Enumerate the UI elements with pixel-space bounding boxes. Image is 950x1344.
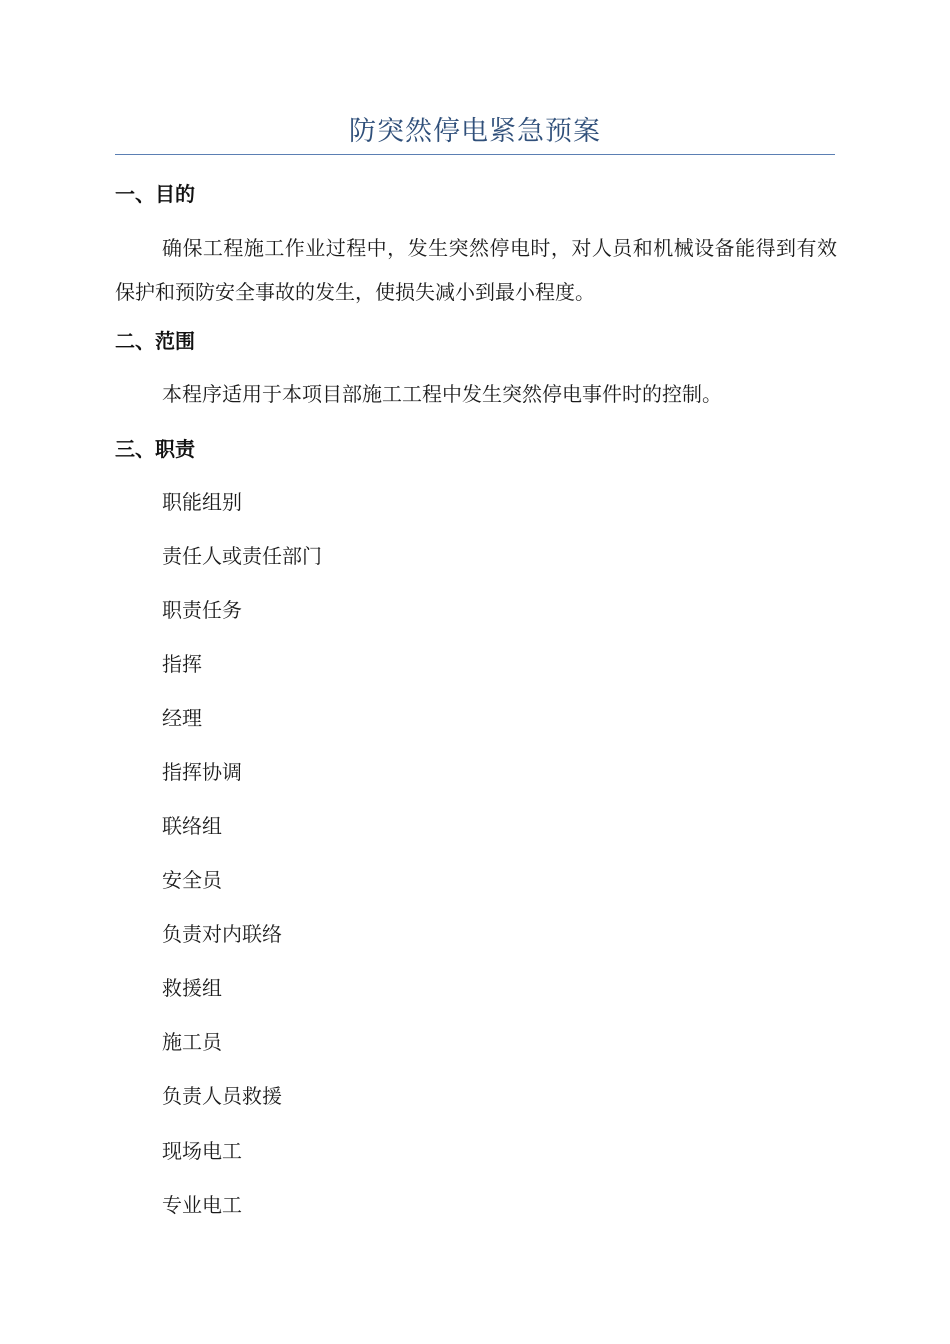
list-item: 负责对内联络 xyxy=(162,922,282,946)
section-heading-scope: 二、范围 xyxy=(115,329,195,353)
section-heading-responsibilities: 三、职责 xyxy=(115,437,195,461)
list-item: 指挥 xyxy=(162,652,202,676)
list-item: 救援组 xyxy=(162,976,222,1000)
section-body-purpose: 确保工程施工作业过程中，发生突然停电时，对人员和机械设备能得到有效保护和预防安全事故的发生，使损失减小到最小程度。 xyxy=(115,236,837,304)
list-item: 职责任务 xyxy=(162,598,242,622)
section-heading-purpose: 一、目的 xyxy=(115,182,195,206)
list-item: 责任人或责任部门 xyxy=(162,544,322,568)
list-item: 经理 xyxy=(162,706,202,730)
list-item: 现场电工 xyxy=(162,1139,242,1163)
title-underline xyxy=(115,154,835,155)
list-item: 联络组 xyxy=(162,814,222,838)
document-title: 防突然停电紧急预案 xyxy=(349,116,601,147)
list-item: 安全员 xyxy=(162,868,222,892)
list-item: 职能组别 xyxy=(162,490,242,514)
list-item: 指挥协调 xyxy=(162,760,242,784)
list-item: 专业电工 xyxy=(162,1193,242,1217)
list-item: 负责人员救援 xyxy=(162,1084,282,1108)
section-body-scope: 本程序适用于本项目部施工工程中发生突然停电事件时的控制。 xyxy=(162,382,722,406)
list-item: 施工员 xyxy=(162,1030,222,1054)
